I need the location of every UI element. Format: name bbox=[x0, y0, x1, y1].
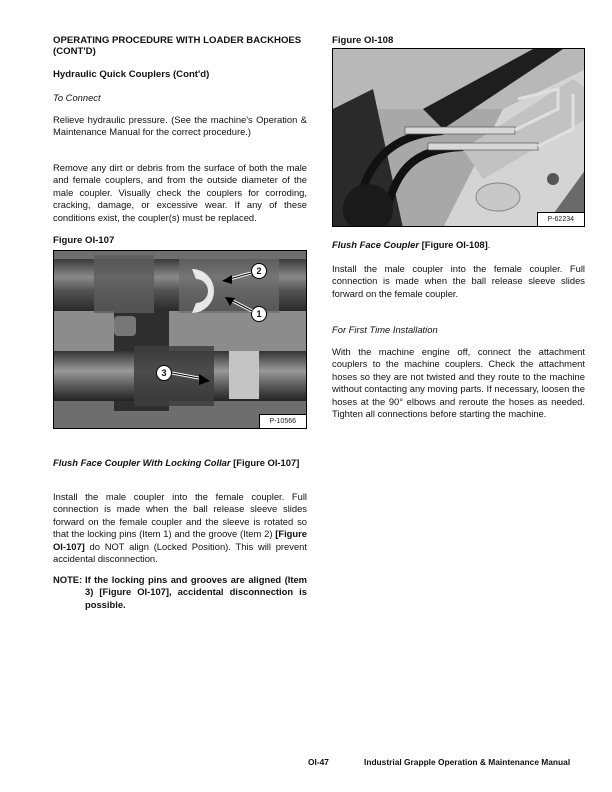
note-label: NOTE: bbox=[53, 574, 83, 585]
figure-108-photo bbox=[332, 48, 585, 227]
photo-id-p62234: P-62234 bbox=[537, 212, 584, 226]
footer-manual-title: Industrial Grapple Operation & Maintenance Manual bbox=[364, 757, 571, 767]
first-time-installation-heading: For First Time Installation bbox=[332, 324, 438, 335]
callout-item-3: 3 bbox=[156, 365, 172, 381]
note-text: If the locking pins and grooves are aligned (Item 3) [Figure OI-107], accidental disconnection is possible. bbox=[85, 574, 307, 610]
figure-108-label: Figure OI-108 bbox=[332, 35, 394, 46]
para-install-locking-text1: Install the male coupler into the female coupler. Full connection is made when the ball release sleeve slides forward on the female coupler and the sleeve is rotated so that the locking pins (Item 1) and the groove (Item 2) bbox=[53, 491, 307, 540]
to-connect-heading: To Connect bbox=[53, 92, 101, 103]
para-install-flush-face: Install the male coupler into the female coupler. Full connection is made when the ball release sleeve slides forward on the female coupler. bbox=[332, 263, 585, 299]
figure-107-photo bbox=[53, 250, 307, 429]
loader-hoses-photo-illustration bbox=[333, 49, 585, 227]
callout-item-1: 1 bbox=[251, 306, 267, 322]
flush-face-heading bbox=[332, 239, 585, 251]
footer-page-number: OI-47 bbox=[308, 757, 329, 767]
flush-face-heading-italic: Flush Face Coupler bbox=[332, 239, 419, 250]
section-title: OPERATING PROCEDURE WITH LOADER BACKHOES (CONT'D) bbox=[53, 35, 302, 57]
para-first-time-installation: With the machine engine off, connect the attachment couplers to the machine couplers. Check the attachment hoses so they are not twisted and they route to the machine without contacting any moving parts. If necessary, loosen the hoses at the 90° elbows and reroute the hoses as needed. Tighten all connections before starting the machine. bbox=[332, 346, 585, 420]
photo-id-p10566: P-10566 bbox=[259, 414, 306, 428]
para-install-locking-figure-ref: [Figure OI-107] bbox=[53, 528, 307, 552]
locking-collar-heading-italic: Flush Face Coupler With Locking Collar bbox=[53, 457, 231, 468]
para-install-locking bbox=[53, 491, 307, 565]
flush-face-heading-tail: . bbox=[487, 239, 491, 250]
para-install-locking-text2: do NOT align (Locked Position). This will prevent accidental disconnection. bbox=[53, 540, 307, 565]
figure-107-label: Figure OI-107 bbox=[53, 235, 115, 246]
callout-arrows bbox=[54, 251, 307, 429]
para-relieve-pressure: Relieve hydraulic pressure. (See the machine's Operation & Maintenance Manual for the correct procedure.) bbox=[53, 114, 307, 138]
callout-item-2: 2 bbox=[251, 263, 267, 279]
subsection-title: Hydraulic Quick Couplers (Cont'd) bbox=[53, 69, 210, 80]
para-remove-debris: Remove any dirt or debris from the surface of both the male and female couplers, and from the outside diameter of the male coupler. Visually check the couplers for corroding, cracking, damage, or excessive wear. If any of these conditions exist, the coupler(s) must be replaced. bbox=[53, 162, 307, 223]
note-block bbox=[53, 574, 307, 611]
locking-collar-heading bbox=[53, 457, 307, 469]
flush-face-figure-ref: [Figure OI-108] bbox=[421, 239, 488, 250]
locking-collar-figure-ref: [Figure OI-107] bbox=[233, 457, 300, 468]
